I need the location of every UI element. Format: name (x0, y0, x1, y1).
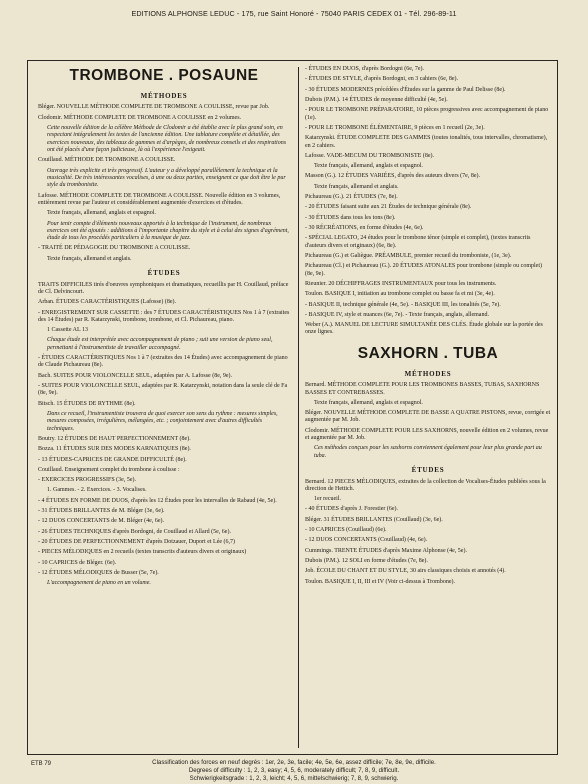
catalog-entry: Clodomir. MÉTHODE COMPLETE DE TROMBONE A COULISSE en 2 volumes. (38, 114, 242, 121)
catalog-entry: - 10 CAPRICES (Couillaud) (6e). (305, 527, 387, 534)
catalog-entry: - 4 ÉTUDES EN FORME DE DUOS, d'après les 12 Études pour les intervalles de Rabaud (4e, 5e). (38, 497, 277, 504)
catalog-entry: TRAITS DIFFICILES tirés d'oeuvres symphoniques et dramatiques, recueillis par H. Couillaud, préface de Cl. Delvincourt. (38, 281, 289, 295)
catalog-entry: Bléger. 31 ÉTUDES BRILLANTES (Couillaud) (3e, 6e). (305, 516, 443, 523)
catalog-entry: Bernard. 12 PIECES MÉLODIQUES, extraites de la collection de Vocalises-Études publiées sous la direction de Hettich. (305, 478, 546, 492)
catalog-entry: Bozza. 11 ÉTUDES SUR DES MODES KARNATIQUES (8e). (38, 446, 191, 453)
catalog-entry: - PIECES MÉLODIQUES en 2 recueils (textes transcrits d'auteurs divers et originaux) (38, 549, 247, 556)
difficulty-legend (0, 759, 588, 784)
catalog-entry: Dubois (P.M.). 12 SOLI en forme d'études (7e, 8e). (305, 558, 428, 565)
catalog-entry: Rieunier. 20 DÉCHIFFRAGES INSTRUMENTAUX pour tous les instruments. (305, 280, 497, 287)
catalog-entry: - 31 ÉTUDES BRILLANTES de M. Bléger (3e, 6e). (38, 508, 165, 515)
entry-note: 1 Cassette AL 13 (47, 327, 88, 334)
catalog-entry: Pichaureau (G.) et Galiègue. PRÉAMBULE, premier recueil du tromboniste, (1e, 3e). (305, 252, 512, 259)
entry-note: 1. Gammes. - 2. Exercices. - 3. Vocalises. (47, 487, 147, 494)
catalog-entry: - ÉTUDES DE STYLE, d'après Bordogni, en 3 cahiers (6e, 8e). (305, 76, 459, 83)
entry-note: Texte français, allemand, anglais et espagnol. (314, 399, 423, 406)
catalog-entry: Clodomir. MÉTHODE COMPLETE POUR LES SAXHORNS, nouvelle édition en 2 volumes, revue et augmentée par M. Job. (305, 427, 549, 442)
catalog-entry: Bernard. MÉTHODE COMPLETE POUR LES TROMBONES BASSES, TUBAS, SAXHORNS BASSES ET CONTREBASSES. (305, 382, 540, 396)
entry-description: Ces méthodes conçues pour les saxhorns conviennent également pour leur plus grande part au tuba. (314, 445, 542, 459)
catalog-entry: Job. ÉCOLE DU CHANT ET DU STYLE, 30 airs classiques choisis et annotés (4). (305, 568, 506, 575)
catalog-entry: - TRAITÉ DE PÉDAGOGIE DU TROMBONE A COULISSE. (38, 245, 191, 252)
catalog-entry: Katarzynski. ÉTUDE COMPLETE DES GAMMES (toutes tonalités, tous intervalles, chromatisme), en 2 cahiers. (305, 135, 548, 149)
catalog-entry: Dubois (P.M.). 14 ÉTUDES de moyenne difficulté (4e, 5e). (305, 96, 448, 103)
catalog-entry: - 12 DUOS CONCERTANTS (Couillaud) (4e, 6e). (305, 537, 428, 544)
catalog-entry: - 10 CAPRICES de Bléger. (6e). (38, 559, 117, 566)
catalog-entry: - 30 ÉTUDES dans tous les tons (8e). (305, 214, 396, 221)
catalog-entry: - ÉTUDES EN DUOS, d'après Bordogni (6e, 7e). (305, 66, 425, 72)
catalog-entry: Cummings. TRENTE ÉTUDES d'après Maxime Alphonse (4e, 5e). (305, 547, 467, 554)
catalog-entry: Lafosse. MÉTHODE COMPLETE DE TROMBONE A COULISSE. Nouvelle édition en 3 volumes, entièrement revue par l'auteur et considérablement augmentée d'exercices et d'études. (38, 192, 281, 206)
heading-methodes: MÉTHODES (404, 369, 452, 378)
catalog-entry: - POUR LE TROMBONE PRÉPARATOIRE, 10 pièces progressives avec accompagnement de piano (1e). (305, 107, 549, 121)
catalog-entry: - 13 ÉTUDES-CAPRICES DE GRANDE DIFFICULTÉ (8e). (38, 456, 187, 463)
entry-note: 1er recueil. (314, 496, 341, 503)
catalog-entry: - EXERCICES PROGRESSIFS (3e, 5e). (38, 477, 137, 484)
catalog-entry: Bléger. NOUVELLE MÉTHODE COMPLETE DE TROMBONE A COULISSE, revue par Job. (38, 104, 270, 111)
column-divider (298, 67, 299, 748)
catalog-entry: - 30 ÉTUDES MODERNES précédées d'Études sur la gamme de Paul Delisse (8e). (305, 86, 506, 93)
catalog-entry: - BASIQUE II, technique générale (4e, 5e). - BASIQUE III, les tonalités (5e, 7e). (305, 301, 501, 308)
catalog-entry: Couillaud. Enseignement complet du trombone à coulisse : (38, 466, 180, 473)
catalog-entry: - 12 ÉTUDES MÉLODIQUES de Busser (5e, 7e). (38, 569, 159, 576)
catalog-entry: - 30 RÉCRÉATIONS, en forme d'études (4e, 6e). (305, 225, 424, 231)
catalog-entry: - SUITES POUR VIOLONCELLE SEUL, adaptées par R. Katarzynski, notation dans la seule clé de Fa (8e, 9e). (38, 383, 288, 397)
catalog-entry: - ÉTUDES CARACTÉRISTIQUES Nos 1 à 7 (extraites des 14 Études) avec accompagnement de piano de Claude Pichaureau (8e). (38, 355, 288, 369)
entry-description: Dans ce recueil, l'instrumentiste trouvera de quoi exercer son sens du rythme : mesures simples, mesures composées, irrégulières, mélangées, etc. ; conjointement avec d'autres difficultés techniques. (47, 410, 278, 432)
catalog-entry: - BASIQUE IV, style et nuances (6e, 7e). - Texte français, anglais, allemand. (305, 311, 489, 318)
entry-note: Texte français, allemand, anglais et espagnol. (47, 210, 156, 217)
right-column (305, 66, 551, 589)
catalog-entry: - 40 ÉTUDES d'après J. Forestier (6e). (305, 506, 399, 513)
catalog-entry: Toulon. BASIQUE I, initiation au trombone complet ou basse fa et mi (3e, 4e). (305, 291, 495, 298)
left-column (38, 66, 290, 591)
catalog-entry: - POUR LE TROMBONE ÉLÉMENTAIRE, 9 pièces en 1 recueil (2e, 3e). (305, 124, 485, 131)
legend-french: Classification des forces en neuf degrés : 1er, 2e, 3e, facile; 4e, 5e, 6e, assez difficile; 7e, 8e, 9e, difficile. (152, 759, 436, 766)
publisher-header: EDITIONS ALPHONSE LEDUC - 175, rue Saint Honoré - 75040 PARIS CEDEX 01 - Tél. 296-89-11 (131, 9, 457, 18)
entry-note: Texte français, allemand, anglais et espagnol. (314, 163, 423, 170)
catalog-entry: - 26 ÉTUDES TECHNIQUES d'après Bordogni, de Couillaud et Allard (5e, 6e). (38, 528, 231, 535)
catalog-entry: Weber (A.). MANUEL DE LECTURE SIMULTANÉE DES CLÉS. Étude globale sur la portée des onze lignes. (305, 322, 543, 336)
catalog-entry: Lafosse. VADE-MECUM DU TROMBONISTE (8e). (305, 152, 434, 159)
entry-description: Chaque étude est interprétée avec accompagnement de piano ; suit une version de piano seul, permettant à l'instrumentiste de travailler accompagné. (47, 337, 273, 351)
catalog-entry: Couillaud. MÉTHODE DE TROMBONE A COULISSE. (38, 157, 176, 164)
catalog-entry: Toulon. BASIQUE I, II, III et IV (Voir ci-dessus à Trombone). (305, 578, 456, 585)
catalog-code: ETB 79 (31, 761, 52, 767)
catalog-entry: Boutry. 12 ÉTUDES DE HAUT PERFECTIONNEMENT (8e). (38, 435, 191, 442)
legend-german: Schwierigkeitsgrade : 1, 2, 3, leicht; 4, 5, 6, mittelschwierig; 7, 8, 9, schwierig. (189, 775, 399, 783)
heading-etudes: ÉTUDES (147, 269, 181, 278)
catalog-entry: Bach. SUITES POUR VIOLONCELLE SEUL, adaptées par A. Lafosse (8e, 9e). (38, 372, 233, 379)
entry-note: Texte français, allemand et anglais. (314, 183, 399, 190)
entry-description: Cette nouvelle édition de la célèbre Méthode de Clodomir a été établie avec le plus grand soin, en respectant intégralement les textes de l'ancienne édition. Une tablature complète et détaillée, des exercices nouveaux, des tableaux de gammes et d'arpèges, de nombreux conseils et des respirations ont été placés d'une façon judicieuse, là où l'expérience l'exigeait. (47, 125, 287, 153)
catalog-entry: Arban. ÉTUDES CARACTÉRISTIQUES (Lafosse) (8e). (38, 299, 176, 306)
heading-methodes: MÉTHODES (140, 91, 188, 100)
catalog-entry: Masson (G.). 12 ÉTUDES VARIÉES, d'après des auteurs divers (7e, 8e). (305, 173, 480, 180)
catalog-entry: Bitsch. 15 ÉTUDES DE RYTHME (8e). (38, 400, 136, 407)
section-title-trombone: TROMBONE . POSAUNE (69, 67, 259, 84)
legend-english: Degrees of difficulty : 1, 2, 3, easy; 4, 5, 6, moderately difficult; 7, 8, 9, difficult. (188, 767, 400, 775)
entry-note: Texte français, allemand et anglais. (47, 255, 132, 262)
catalog-entry: Bléger. NOUVELLE MÉTHODE COMPLETE DE BASSE A QUATRE PISTONS, revue, corrigée et augmentée par M. Job. (305, 410, 551, 424)
heading-etudes: ÉTUDES (411, 466, 445, 474)
catalog-entry: Pichaureau (G.). 21 ÉTUDES (7e, 8e). (305, 194, 398, 201)
entry-description: Ouvrage très explicite et très progressif. L'auteur y a développé parallèlement la technique et la musicalité. De très intéressantes vocalises, à une ou deux parties, enseignent ce que doit être le pur style du trombonistte. (47, 167, 286, 189)
catalog-entry: - 20 ÉTUDES faisant suite aux 21 Études de technique générale (8e). (305, 204, 472, 211)
section-title-saxhorn: SAXHORN . TUBA (357, 344, 499, 362)
catalog-entry: - ENREGISTREMENT SUR CASSETTE : des 7 ÉTUDES CARACTÉRISTIQUES Nos 1 à 7 (extraites des 14 Études) par R. Katarzynski, trombone, trombone, et Cl. Pichaureau, piano. (38, 309, 290, 323)
catalog-entry: - SPÉCIAL LEGATO, 24 études pour le trombone ténor (simple et complet), (textes transcrits d'auteurs divers et originaux) (6e, 8e). (305, 235, 531, 249)
catalog-entry: - 12 DUOS CONCERTANTS de M. Bléger (4e, 6e). (38, 518, 164, 525)
catalog-entry: Pichaureau (Cl.) et Pichaureau (G.). 20 ÉTUDES ATONALES pour trombone (simple ou complet) (8e, 9e). (305, 263, 543, 277)
catalog-frame (27, 60, 558, 755)
catalog-entry: - 20 ÉTUDES DE PERFECTIONNEMENT d'après Dotzauer, Duport et Lée (6,7) (38, 539, 236, 546)
entry-description: Pour tenir compte d'éléments nouveaux apportés à la technique de l'instrument, de nombreux exercices ont été ajoutés : additions à l'importante chapitre du style et à celui des signes d'agrément, étude de tous les procédés particuliers à la musique de jazz. (47, 220, 289, 242)
entry-description: L'accompagnement de piano en un volume. (47, 580, 151, 587)
